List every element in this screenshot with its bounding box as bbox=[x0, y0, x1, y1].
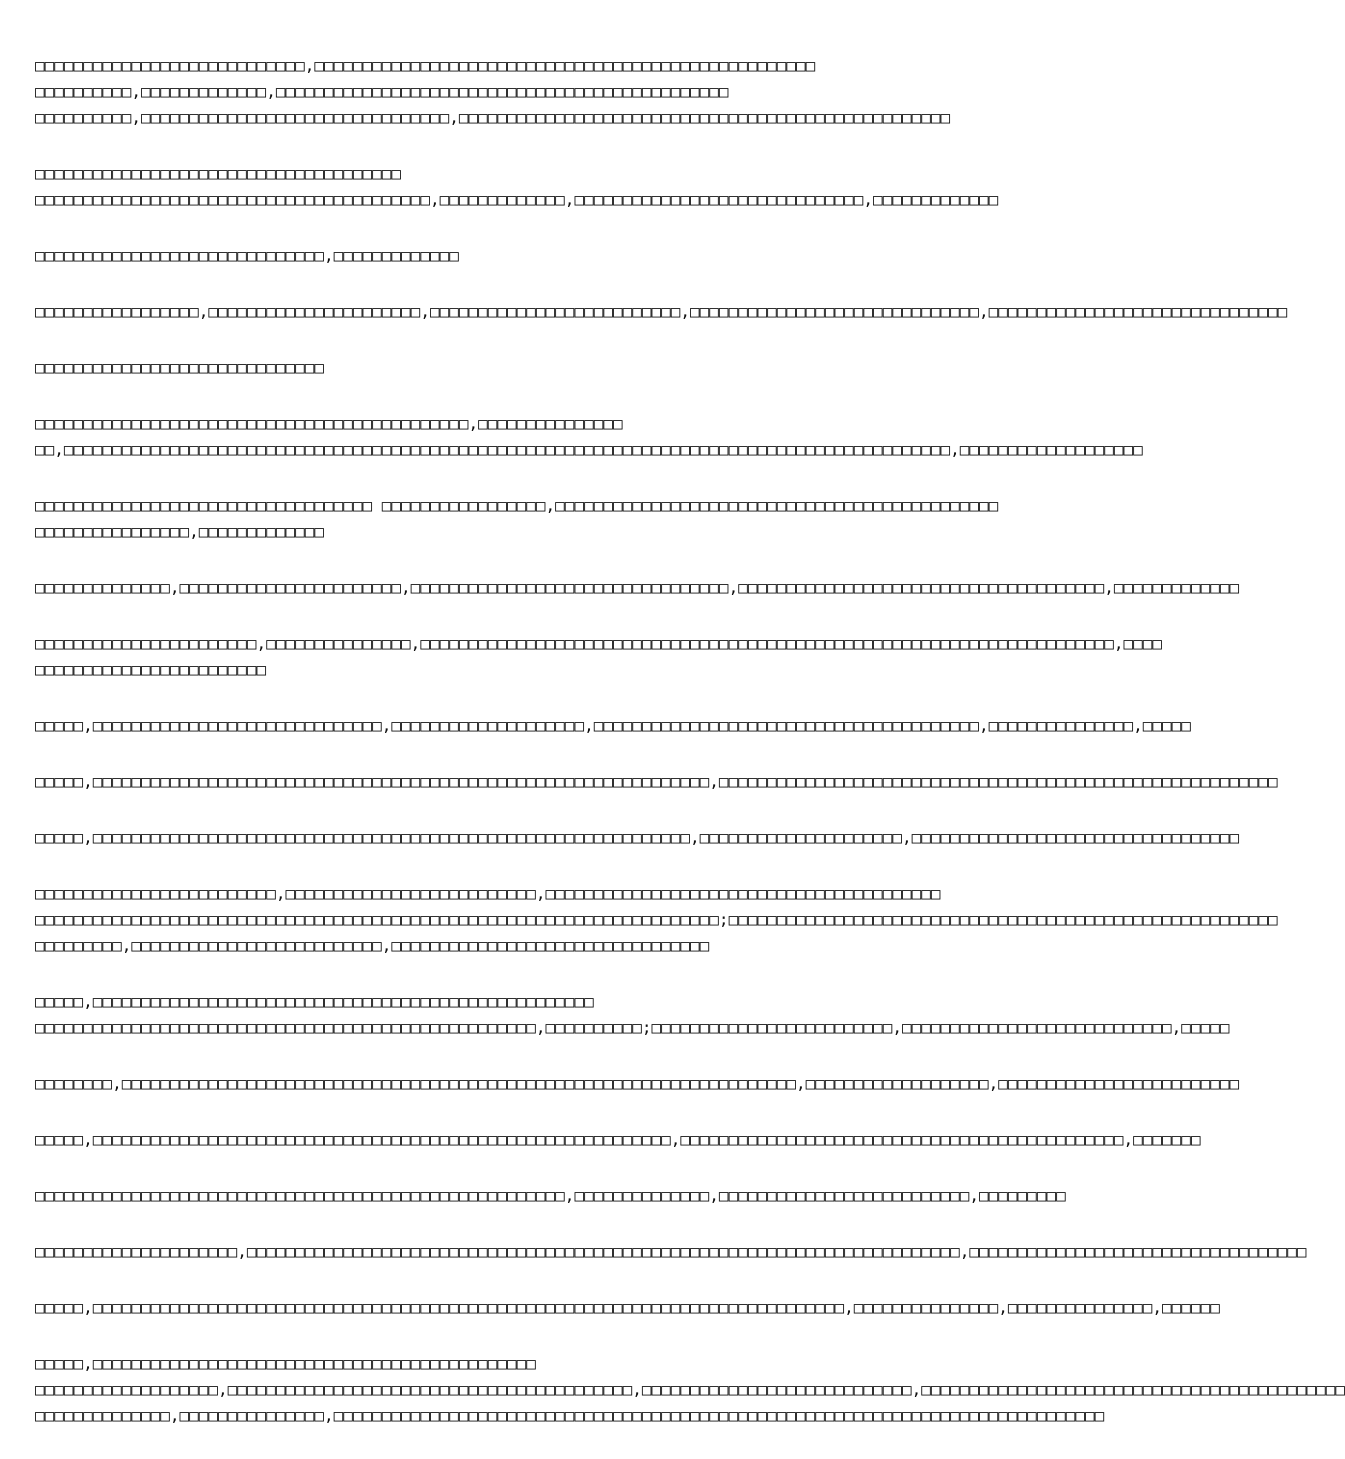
paragraph bbox=[35, 825, 1240, 851]
document-body bbox=[35, 53, 1345, 1459]
paragraph-line: □□□□□□□□□□□□□□□□□□□□□□□□□□□□□□□□□□□□□□□□□□□□□□□□□□□□□□□□□□□□□□□□□□□□□□□;□□□□□□□□□□□□□□□□□□□□□□□□□□□□□□□□□□□□□□□□□□□□□□□□□□□□□□□□□ bbox=[35, 910, 1278, 929]
paragraph-line: □□□□□□□□□□□□□□□□□□□□□□□□□,□□□□□□□□□□□□□□□□□□□□□□□□□□,□□□□□□□□□□□□□□□□□□□□□□□□□□□□□□□□□□□□□□□□□ bbox=[35, 884, 941, 903]
paragraph-line: □□□□□□□□□□□□□□□□□□□□□□□□□□□□,□□□□□□□□□□□□□□□□□□□□□□□□□□□□□□□□□□□□□□□□□□□□□□□□□□□□ bbox=[35, 56, 816, 75]
paragraph bbox=[35, 713, 1191, 739]
paragraph bbox=[35, 881, 1278, 959]
paragraph-line: □□□□□,□□□□□□□□□□□□□□□□□□□□□□□□□□□□□□□□□□□□□□□□□□□□□□□□□□□□□□□□□□□□□□□□,□□□□□□□□□□□□□□□□□□□□□□□□□□□□□□□□□□□□□□□□□□□□□□□□□□□□□□□□□□ bbox=[35, 772, 1278, 791]
paragraph-line: □□□□□□□□□□□□□□□□□□□□□□□□□□□□□□□□□□□□□□□□□□□□□,□□□□□□□□□□□□□□□ bbox=[35, 414, 623, 433]
paragraph-line: □□□□□,□□□□□□□□□□□□□□□□□□□□□□□□□□□□□□□□□□□□□□□□□□□□□□□□□□□□□□□□□□□□□□□□□□□□□□□□□□□□□□,□□□□□□□□□□□□□□□,□□□□□□□□□□□□□□□,□□□□□□ bbox=[35, 1298, 1220, 1317]
paragraph-line: □□□□□,□□□□□□□□□□□□□□□□□□□□□□□□□□□□□□,□□□□□□□□□□□□□□□□□□□□,□□□□□□□□□□□□□□□□□□□□□□□□□□□□□□□□□□□□□□□□,□□□□□□□□□□□□□□□,□□□□□ bbox=[35, 716, 1191, 735]
paragraph bbox=[35, 1239, 1307, 1265]
paragraph-line: □□□□□,□□□□□□□□□□□□□□□□□□□□□□□□□□□□□□□□□□□□□□□□□□□□□□□□□□□□□□□□□□□□,□□□□□□□□□□□□□□□□□□□□□□□□□□□□□□□□□□□□□□□□□□□□□□,□□□□□□□ bbox=[35, 1130, 1201, 1149]
paragraph-line: □□□□□□□□□□□□□□□□□□□□□□□,□□□□□□□□□□□□□□□,□□□□□□□□□□□□□□□□□□□□□□□□□□□□□□□□□□□□□□□□□□□□□□□□□□□□□□□□□□□□□□□□□□□□□□□□,□□□□ bbox=[35, 634, 1163, 653]
paragraph-line: □□□□□□□□□,□□□□□□□□□□□□□□□□□□□□□□□□□□,□□□□□□□□□□□□□□□□□□□□□□□□□□□□□□□□□ bbox=[35, 936, 710, 955]
paragraph bbox=[35, 1295, 1220, 1321]
paragraph bbox=[35, 631, 1163, 683]
paragraph bbox=[35, 53, 990, 131]
paragraph-line: □□□□□□□□□□□□□□□□□□□□□□□□□□□□□□,□□□□□□□□□□□□□ bbox=[35, 246, 459, 265]
paragraph-line: □□□□□□□□□□□□□□□□□□□□□□□□ bbox=[35, 660, 267, 679]
paragraph-line: □□□□□□□□□□□□□□□□□□□□□□□□□□□□□□□□□□□□□□□□□□□□□□□□□□□□□□□,□□□□□□□□□□□□□□,□□□□□□□□□□□□□□□□□□□□□□□□□□,□□□□□□□□□ bbox=[35, 1186, 1066, 1205]
paragraph-line: □□□□□□□□□□□□□□□□□□□□□□□□□□□□□□ bbox=[35, 358, 324, 377]
paragraph bbox=[35, 1351, 1345, 1429]
paragraph bbox=[35, 299, 1288, 325]
paragraph-line: □□□□□,□□□□□□□□□□□□□□□□□□□□□□□□□□□□□□□□□□□□□□□□□□□□□□ bbox=[35, 1354, 536, 1373]
paragraph bbox=[35, 989, 1230, 1041]
paragraph bbox=[35, 1071, 1240, 1097]
paragraph bbox=[35, 769, 1278, 795]
paragraph bbox=[35, 1127, 1201, 1153]
paragraph-line: □□,□□□□□□□□□□□□□□□□□□□□□□□□□□□□□□□□□□□□□□□□□□□□□□□□□□□□□□□□□□□□□□□□□□□□□□□□□□□□□□□□□□□□□□□□□□□□,□□□□□□□□□□□□□□□□□□□ bbox=[35, 440, 1143, 459]
paragraph bbox=[35, 411, 1143, 463]
paragraph-line: □□□□□□□□□□□□□□□□□,□□□□□□□□□□□□□□□□□□□□□□,□□□□□□□□□□□□□□□□□□□□□□□□□□,□□□□□□□□□□□□□□□□□□□□□□□□□□□□□□,□□□□□□□□□□□□□□□□□□□□□□□□□□□□□□□ bbox=[35, 302, 1288, 321]
paragraph-line: □□□□□□□□□□,□□□□□□□□□□□□□□□□□□□□□□□□□□□□□□□□,□□□□□□□□□□□□□□□□□□□□□□□□□□□□□□□□□□□□□□□□□□□□□□□□□□□ bbox=[35, 108, 951, 127]
paragraph-line: □□□□□□□□□□□□□□□□□□□□□,□□□□□□□□□□□□□□□□□□□□□□□□□□□□□□□□□□□□□□□□□□□□□□□□□□□□□□□□□□□□□□□□□□□□□□□□□□,□□□□□□□□□□□□□□□□□□□□□□□□□□□□□□□□□□□ bbox=[35, 1242, 1307, 1261]
paragraph-line: □□□□□□□□□□□□□□,□□□□□□□□□□□□□□□,□□□□□□□□□□□□□□□□□□□□□□□□□□□□□□□□□□□□□□□□□□□□□□□□□□□□□□□□□□□□□□□□□□□□□□□□□□□□□□□□ bbox=[35, 1406, 1105, 1425]
paragraph-line: □□□□□□□□□□□□□□□□□□□□□□□□□□□□□□□□□□□□□□□□□,□□□□□□□□□□□□□,□□□□□□□□□□□□□□□□□□□□□□□□□□□□□□,□□□□□□□□□□□□□ bbox=[35, 190, 999, 209]
paragraph bbox=[35, 243, 990, 269]
paragraph bbox=[35, 493, 999, 545]
paragraph-line: □□□□□□□□□□□□□□□□□□□□□□□□□□□□□□□□□□□ □□□□□□□□□□□□□□□□□,□□□□□□□□□□□□□□□□□□□□□□□□□□□□□□□□□□□□□□□□□□□□□□ bbox=[35, 496, 999, 515]
paragraph-line: □□□□□□□□□□□□□□□□□□□□□□□□□□□□□□□□□□□□□□ bbox=[35, 164, 402, 183]
paragraph bbox=[35, 161, 999, 213]
paragraph-line: □□□□□,□□□□□□□□□□□□□□□□□□□□□□□□□□□□□□□□□□□□□□□□□□□□□□□□□□□□□□□□□□□□□□,□□□□□□□□□□□□□□□□□□□□□,□□□□□□□□□□□□□□□□□□□□□□□□□□□□□□□□□□ bbox=[35, 828, 1240, 847]
paragraph-line: □□□□□□□□□□,□□□□□□□□□□□□□,□□□□□□□□□□□□□□□□□□□□□□□□□□□□□□□□□□□□□□□□□□□□□□□ bbox=[35, 82, 729, 101]
paragraph bbox=[35, 575, 1240, 601]
paragraph-line: □□□□□□□□,□□□□□□□□□□□□□□□□□□□□□□□□□□□□□□□□□□□□□□□□□□□□□□□□□□□□□□□□□□□□□□□□□□□□□□,□□□□□□□□□□□□□□□□□□□,□□□□□□□□□□□□□□□□□□□□□□□□□ bbox=[35, 1074, 1240, 1093]
paragraph bbox=[35, 355, 990, 381]
paragraph-line: □□□□□□□□□□□□□□□□□□□,□□□□□□□□□□□□□□□□□□□□□□□□□□□□□□□□□□□□□□□□□□,□□□□□□□□□□□□□□□□□□□□□□□□□□□□,□□□□□□□□□□□□□□□□□□□□□□□□□□□□□□□□□□□□□□□□□□□□ bbox=[35, 1380, 1345, 1399]
paragraph-line: □□□□□□□□□□□□□□□□□□□□□□□□□□□□□□□□□□□□□□□□□□□□□□□□□□□□,□□□□□□□□□□;□□□□□□□□□□□□□□□□□□□□□□□□□,□□□□□□□□□□□□□□□□□□□□□□□□□□□□,□□□□□ bbox=[35, 1018, 1230, 1037]
paragraph-line: □□□□□,□□□□□□□□□□□□□□□□□□□□□□□□□□□□□□□□□□□□□□□□□□□□□□□□□□□□ bbox=[35, 992, 594, 1011]
paragraph bbox=[35, 1183, 1066, 1209]
paragraph-line: □□□□□□□□□□□□□□□□,□□□□□□□□□□□□□ bbox=[35, 522, 324, 541]
paragraph-line: □□□□□□□□□□□□□□,□□□□□□□□□□□□□□□□□□□□□□□,□□□□□□□□□□□□□□□□□□□□□□□□□□□□□□□□□,□□□□□□□□□□□□□□□□□□□□□□□□□□□□□□□□□□□□□□,□□□□□□□□□□□□□ bbox=[35, 578, 1240, 597]
